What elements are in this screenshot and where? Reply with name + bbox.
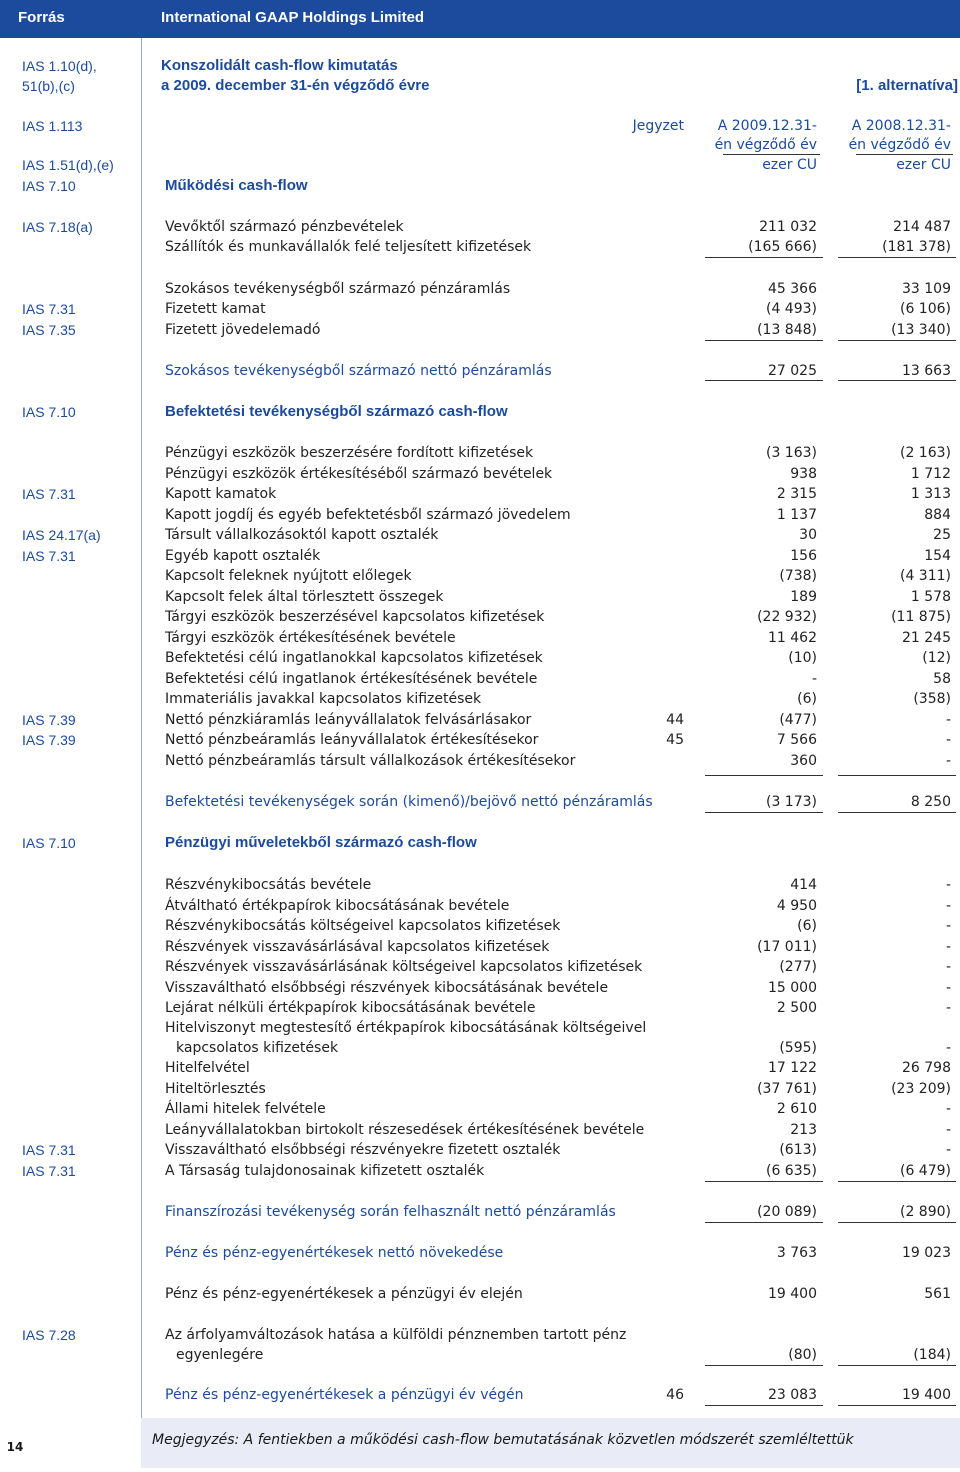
row-label: Fizetett kamat	[165, 301, 266, 317]
subtotal-rule	[705, 340, 823, 341]
closing-2009: 23 083	[768, 1387, 817, 1403]
statement-period: a 2009. december 31-én végződő évre	[161, 77, 430, 94]
net-increase-2008: 19 023	[902, 1245, 951, 1261]
row-value-2008: -	[945, 1142, 951, 1158]
row-label: Nettó pénzbeáramlás leányvállalatok értékesítésekor	[165, 732, 539, 748]
company-name: International GAAP Holdings Limited	[161, 9, 425, 26]
row-ref: IAS 7.31	[22, 1162, 76, 1179]
row-value-2009: (13 848)	[757, 322, 817, 338]
header-rule-1	[723, 154, 820, 155]
row-value-2009: 189	[790, 588, 817, 605]
subtotal-rule	[838, 340, 956, 341]
ref-ias-1-51: IAS 1.51(d),(e)	[22, 157, 114, 173]
row-value-2009: (595)	[779, 1040, 817, 1056]
subtotal-rule	[705, 1365, 823, 1366]
row-value-2009: 17 122	[768, 1060, 817, 1076]
row-label: Hitelviszonyt megtestesítő értékpapírok kibocsátásának költségeivel	[165, 1020, 647, 1036]
opening-2009: 19 400	[768, 1286, 817, 1302]
total-rule	[705, 1405, 823, 1406]
row-label: Állami hitelek felvétele	[165, 1101, 326, 1117]
row-label: Részvények visszavásárlásának költségeivel kapcsolatos kifizetések	[165, 959, 643, 975]
fx-label-cont: egyenlegére	[176, 1347, 264, 1363]
total-rule	[838, 380, 956, 381]
table-header-bar	[0, 0, 960, 38]
row-value-2008: 154	[924, 547, 951, 564]
row-value-2008: (13 340)	[891, 322, 951, 338]
investing-net-2008: 8 250	[910, 794, 951, 810]
footnote-text: Megjegyzés: A fentiekben a működési cash-flow bemutatásának közvetlen módszerét szemléltettük	[152, 1432, 854, 1448]
financing-ref: IAS 7.10	[22, 835, 76, 851]
row-value-2008: 33 109	[902, 281, 951, 297]
row-value-2008: (6 106)	[899, 301, 951, 317]
closing-note: 46	[666, 1387, 684, 1403]
row-value-2009: (37 761)	[757, 1080, 817, 1097]
row-value-2009: 360	[790, 752, 817, 769]
row-value-2009: (10)	[788, 650, 817, 666]
row-value-2008: (4 311)	[899, 568, 951, 584]
total-rule	[705, 1222, 823, 1223]
year1-unit: ezer CU	[762, 157, 817, 173]
row-label: Immateriális javakkal kapcsolatos kifizetések	[165, 691, 482, 707]
row-ref: IAS 7.31	[22, 547, 76, 564]
row-ref: IAS 7.35	[22, 322, 76, 338]
total-rule	[838, 1405, 956, 1406]
row-label: Részvénykibocsátás költségeivel kapcsolatos kifizetések	[165, 918, 561, 934]
operating-heading: Működési cash-flow	[165, 177, 308, 194]
row-value-2009: (165 666)	[748, 239, 817, 255]
row-label: Fizetett jövedelemadó	[165, 322, 321, 338]
row-value-2009: (477)	[779, 711, 817, 728]
year1-header-line1: A 2009.12.31-	[717, 118, 817, 134]
row-label: Tárgyi eszközök értékesítésének bevétele	[165, 629, 456, 646]
row-label: Vevőktől származó pénzbevételek	[165, 219, 404, 235]
row-value-2008: 1 712	[910, 465, 951, 482]
year1-header-line2: én végződő év	[714, 137, 817, 153]
row-label: Kapcsolt feleknek nyújtott előlegek	[165, 568, 412, 584]
financing-net-label: Finanszírozási tevékenység során felhasznált nettó pénzáramlás	[165, 1204, 616, 1220]
investing-net-label: Befektetési tevékenységek során (kimenő)/bejövő nettó pénzáramlás	[165, 794, 653, 810]
row-value-2008: -	[945, 711, 951, 728]
row-value-2009: (22 932)	[757, 609, 817, 625]
column-divider	[141, 38, 142, 1418]
row-value-2009: (613)	[779, 1142, 817, 1158]
total-rule	[838, 1222, 956, 1223]
row-value-2008: -	[945, 1121, 951, 1138]
row-label: Befektetési célú ingatlanokkal kapcsolatos kifizetések	[165, 650, 543, 666]
investing-ref: IAS 7.10	[22, 404, 76, 420]
alternative-label: [1. alternatíva]	[856, 77, 958, 94]
subtotal-rule	[705, 257, 823, 258]
subtotal-rule	[838, 775, 956, 776]
investing-heading: Befektetési tevékenységből származó cash-flow	[165, 403, 508, 420]
closing-2008: 19 400	[902, 1387, 951, 1403]
page-number: 14	[6, 1440, 24, 1454]
row-label: Visszaváltható elsőbbségi részvények kibocsátásának bevétele	[165, 979, 609, 996]
row-value-2009: 30	[799, 527, 817, 543]
row-value-2008: 1 313	[910, 486, 951, 502]
subtotal-rule	[838, 1181, 956, 1182]
financing-net-2008: (2 890)	[899, 1204, 951, 1220]
fx-ref: IAS 7.28	[22, 1327, 76, 1343]
ref-ias-7-10: IAS 7.10	[22, 178, 76, 194]
row-label: Nettó pénzbeáramlás társult vállalkozások értékesítésekor	[165, 752, 576, 769]
investing-net-2009: (3 173)	[765, 794, 817, 810]
closing-label: Pénz és pénz-egyenértékesek a pénzügyi év végén	[165, 1387, 524, 1403]
financing-net-2009: (20 089)	[757, 1204, 817, 1220]
row-label: Kapott jogdíj és egyéb befektetésből származó jövedelem	[165, 506, 571, 523]
row-label: Kapott kamatok	[165, 486, 277, 502]
subtotal-rule	[705, 775, 823, 776]
subtotal-rule	[838, 257, 956, 258]
fx-2009: (80)	[788, 1347, 817, 1363]
row-value-2009: 938	[790, 465, 817, 482]
row-label: Szokásos tevékenységből származó pénzáramlás	[165, 281, 511, 297]
title-ref-1: IAS 1.10(d),	[22, 58, 97, 74]
row-value-2009: (3 163)	[765, 445, 817, 461]
row-value-2009: 213	[790, 1121, 817, 1138]
row-value-2009: 45 366	[768, 281, 817, 297]
row-value-2008: (11 875)	[891, 609, 951, 625]
row-value-2009: 2 500	[776, 1000, 817, 1016]
row-value-2009: 11 462	[768, 629, 817, 646]
row-value-2008: (358)	[913, 691, 951, 707]
header-rule-2	[856, 154, 953, 155]
row-ref: IAS 7.31	[22, 301, 76, 317]
row-value-2009: 211 032	[759, 219, 817, 235]
row-label: Leányvállalatokban birtokolt részesedések értékesítésének bevétele	[165, 1121, 645, 1138]
row-value-2008: -	[945, 752, 951, 769]
total-rule	[838, 812, 956, 813]
net-increase-2009: 3 763	[776, 1245, 817, 1261]
row-value-2009: (277)	[779, 959, 817, 975]
row-label: Nettó pénzkiáramlás leányvállalatok felvásárlásakor	[165, 711, 532, 728]
row-value-2008: -	[945, 979, 951, 996]
row-value-2009: (6)	[797, 918, 817, 934]
row-note: 45	[666, 732, 684, 748]
row-value-2008: (2 163)	[899, 445, 951, 461]
ref-ias-1-113: IAS 1.113	[22, 118, 83, 134]
row-ref: IAS 7.31	[22, 486, 76, 502]
row-ref: IAS 24.17(a)	[22, 527, 101, 543]
row-ref: IAS 7.18(a)	[22, 219, 93, 235]
source-column-header: Forrás	[18, 9, 65, 26]
row-value-2009: 4 950	[776, 897, 817, 914]
row-label: Szállítók és munkavállalók felé teljesített kifizetések	[165, 239, 532, 255]
row-value-2009: 15 000	[768, 979, 817, 996]
row-value-2008: 26 798	[902, 1060, 951, 1076]
row-label: Egyéb kapott osztalék	[165, 547, 321, 564]
row-label: Pénzügyi eszközök beszerzésére fordított kifizetések	[165, 445, 534, 461]
row-value-2008: 214 487	[893, 219, 951, 235]
opening-2008: 561	[924, 1286, 951, 1302]
row-label: Társult vállalkozásoktól kapott osztalék	[165, 527, 439, 543]
total-rule	[705, 812, 823, 813]
row-label: Hitelfelvétel	[165, 1060, 250, 1076]
row-value-2008: -	[945, 959, 951, 975]
fx-2008: (184)	[913, 1347, 951, 1363]
year2-unit: ezer CU	[896, 157, 951, 173]
row-value-2008: (181 378)	[882, 239, 951, 255]
row-note: 44	[666, 711, 684, 728]
row-value-2009: 156	[790, 547, 817, 564]
row-label: Átváltható értékpapírok kibocsátásának bevétele	[165, 897, 510, 914]
row-label: Részvénykibocsátás bevétele	[165, 877, 372, 893]
row-value-2008: -	[945, 1101, 951, 1117]
row-value-2009: 7 566	[776, 732, 817, 748]
row-label: Hiteltörlesztés	[165, 1080, 266, 1097]
row-value-2009: (6 635)	[765, 1162, 817, 1179]
row-value-2008: -	[945, 732, 951, 748]
row-value-2008: (6 479)	[899, 1162, 951, 1179]
operating-net-label: Szokásos tevékenységből származó nettó pénzáramlás	[165, 363, 552, 379]
total-rule	[705, 380, 823, 381]
row-value-2009: -	[811, 670, 817, 687]
row-label: Lejárat nélküli értékpapírok kibocsátásának bevétele	[165, 1000, 536, 1016]
opening-label: Pénz és pénz-egyenértékesek a pénzügyi év elején	[165, 1286, 523, 1302]
row-label: Pénzügyi eszközök értékesítéséből származó bevételek	[165, 465, 553, 482]
row-ref: IAS 7.31	[22, 1142, 76, 1158]
row-value-2009: (17 011)	[757, 938, 817, 955]
operating-net-2008: 13 663	[902, 363, 951, 379]
year2-header-line1: A 2008.12.31-	[851, 118, 951, 134]
subtotal-rule	[838, 1365, 956, 1366]
row-ref: IAS 7.39	[22, 732, 76, 748]
net-increase-label: Pénz és pénz-egyenértékesek nettó növekedése	[165, 1245, 504, 1261]
row-value-2008: -	[945, 918, 951, 934]
row-value-2008: -	[945, 1000, 951, 1016]
subtotal-rule	[705, 1181, 823, 1182]
row-value-2008: 1 578	[910, 588, 951, 605]
row-label-cont: kapcsolatos kifizetések	[176, 1040, 339, 1056]
row-label: Részvények visszavásárlásával kapcsolatos kifizetések	[165, 938, 550, 955]
row-value-2008: -	[945, 897, 951, 914]
statement-title: Konszolidált cash-flow kimutatás	[161, 57, 398, 74]
title-ref-2: 51(b),(c)	[22, 78, 75, 94]
row-value-2009: 414	[790, 877, 817, 893]
row-value-2009: 1 137	[776, 506, 817, 523]
row-value-2009: (4 493)	[765, 301, 817, 317]
row-label: Tárgyi eszközök beszerzésével kapcsolatos kifizetések	[165, 609, 545, 625]
fx-label: Az árfolyamváltozások hatása a külföldi pénznemben tartott pénz	[165, 1327, 627, 1343]
row-label: Visszaváltható elsőbbségi részvényekre fizetett osztalék	[165, 1142, 561, 1158]
row-value-2008: 58	[933, 670, 951, 687]
row-value-2009: 2 610	[776, 1101, 817, 1117]
row-value-2008: -	[945, 877, 951, 893]
row-value-2008: 884	[924, 506, 951, 523]
row-value-2008: -	[945, 938, 951, 955]
row-value-2009: 2 315	[776, 486, 817, 502]
note-column-header: Jegyzet	[632, 118, 684, 134]
row-value-2009: (738)	[779, 568, 817, 584]
row-value-2008: -	[945, 1040, 951, 1056]
row-value-2008: 25	[933, 527, 951, 543]
row-value-2008: (23 209)	[891, 1080, 951, 1097]
row-ref: IAS 7.39	[22, 711, 76, 728]
row-value-2008: (12)	[922, 650, 951, 666]
row-label: A Társaság tulajdonosainak kifizetett osztalék	[165, 1162, 485, 1179]
row-value-2009: (6)	[797, 691, 817, 707]
operating-net-2009: 27 025	[768, 363, 817, 379]
year2-header-line2: én végződő év	[848, 137, 951, 153]
financing-heading: Pénzügyi műveletekből származó cash-flow	[165, 834, 477, 851]
row-label: Kapcsolt felek által törlesztett összegek	[165, 588, 444, 605]
row-value-2008: 21 245	[902, 629, 951, 646]
footnote-box	[141, 1418, 960, 1468]
row-label: Befektetési célú ingatlanok értékesítésének bevétele	[165, 670, 538, 687]
